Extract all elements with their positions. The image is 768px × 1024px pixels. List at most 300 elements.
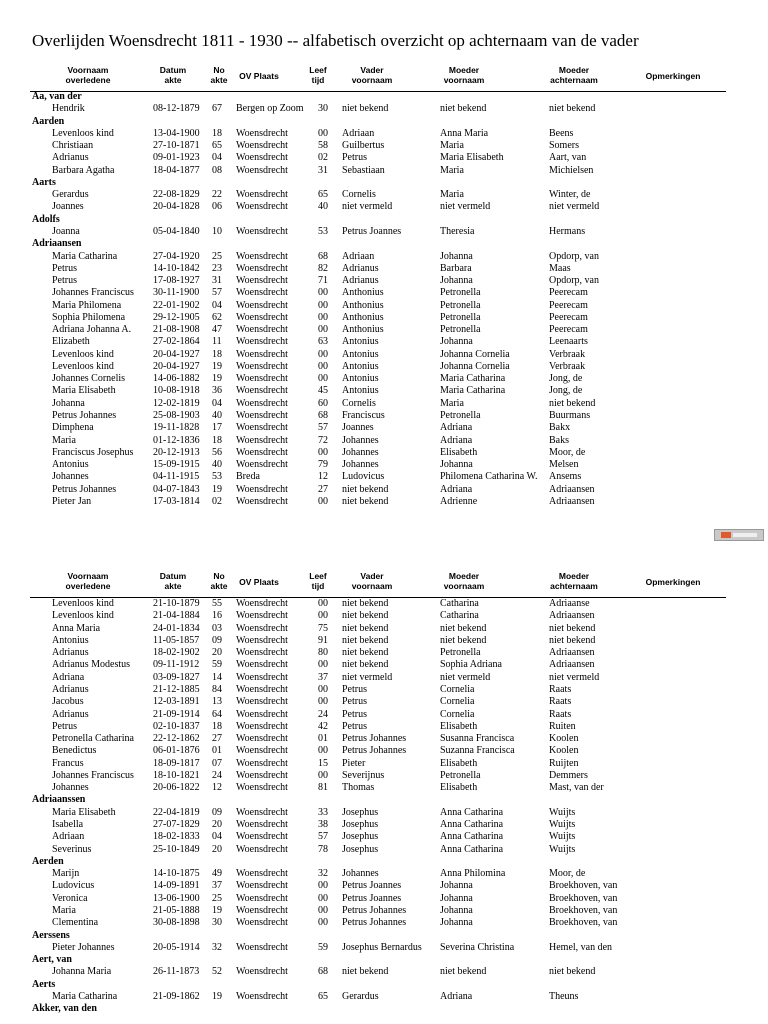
place-cell: Woensdrecht (236, 671, 288, 683)
table-row (0, 459, 768, 471)
date-cell: 25-10-1849 (153, 843, 200, 855)
age-cell: 00 (318, 880, 328, 892)
table-row (0, 410, 768, 422)
mother-firstname-cell: Johanna (440, 905, 473, 916)
family-heading: Aa, van der (32, 91, 82, 102)
akte-no-cell: 20 (212, 843, 222, 855)
place-cell: Woensdrecht (236, 720, 288, 732)
mother-firstname-cell: Cornelia (440, 683, 475, 695)
table-row (0, 782, 768, 794)
mother-lastname-cell: Wuijts (549, 806, 576, 818)
age-cell: 01 (318, 733, 328, 745)
table-row (0, 635, 768, 647)
place-cell: Woensdrecht (236, 868, 288, 880)
akte-no-cell: 53 (212, 471, 222, 483)
place-cell: Woensdrecht (236, 373, 288, 385)
mother-firstname-cell: Anna Catharina (440, 843, 504, 855)
date-cell: 05-04-1840 (153, 225, 200, 237)
age-cell: 68 (318, 250, 328, 262)
table-row (0, 696, 768, 708)
family-heading: Aarden (32, 115, 65, 127)
akte-no-cell: 19 (212, 360, 222, 372)
mother-firstname-cell: Philomena Catharina W. (440, 471, 538, 483)
col-moeder-achternaam: Moeder achternaam (550, 571, 598, 591)
name-cell: Petronella Catharina (52, 733, 134, 745)
age-cell: 59 (318, 941, 328, 953)
father-cell: niet bekend (342, 103, 389, 115)
father-cell: niet bekend (342, 610, 389, 622)
mother-firstname-cell: Anna Philomina (440, 868, 506, 880)
akte-no-cell: 14 (212, 671, 222, 683)
date-cell: 08-12-1879 (153, 103, 200, 115)
table-row (0, 684, 768, 696)
akte-no-cell: 40 (212, 410, 222, 422)
mother-lastname-cell: niet bekend (549, 103, 596, 115)
mother-firstname-cell: Suzanna Francisca (440, 745, 515, 757)
age-cell: 60 (318, 397, 328, 409)
age-cell: 00 (318, 598, 328, 609)
mother-firstname-cell: niet bekend (440, 634, 487, 646)
age-cell: 58 (318, 140, 328, 152)
date-cell: 20-04-1927 (153, 360, 200, 372)
akte-no-cell: 22 (212, 189, 222, 201)
date-cell: 27-07-1829 (153, 819, 200, 831)
mother-firstname-cell: Adriana (440, 990, 473, 1002)
age-cell: 00 (318, 696, 328, 708)
akte-no-cell: 11 (212, 336, 222, 348)
table-row (0, 336, 768, 348)
mother-lastname-cell: Michielsen (549, 164, 594, 176)
akte-no-cell: 57 (212, 287, 222, 299)
name-cell: Maria Catharina (52, 250, 118, 262)
father-cell: niet bekend (342, 634, 389, 646)
table-row (0, 275, 768, 287)
place-cell: Woensdrecht (236, 127, 288, 139)
age-cell: 57 (318, 422, 328, 434)
place-cell: Woensdrecht (236, 201, 288, 213)
date-cell: 20-12-1913 (153, 446, 200, 458)
father-cell: Johannes (342, 459, 379, 471)
akte-no-cell: 25 (212, 250, 222, 262)
father-cell: niet bekend (342, 659, 389, 671)
father-cell: Antonius (342, 360, 379, 372)
place-cell: Woensdrecht (236, 324, 288, 336)
mother-firstname-cell: Petronella (440, 410, 481, 422)
age-cell: 32 (318, 868, 328, 880)
name-cell: Pieter Johannes (52, 941, 115, 953)
name-cell: Veronica (52, 892, 88, 904)
mother-lastname-cell: Peerecam (549, 311, 588, 323)
mother-lastname-cell: Bakx (549, 422, 571, 434)
table-row (0, 966, 768, 978)
akte-no-cell: 20 (212, 647, 222, 659)
date-cell: 21-05-1888 (153, 905, 200, 916)
table-row (0, 128, 768, 140)
father-cell: Josephus (342, 806, 379, 818)
table-header-2 (30, 571, 726, 598)
akte-no-cell: 18 (212, 720, 222, 732)
mother-firstname-cell: Petronella (440, 311, 481, 323)
akte-no-cell: 13 (212, 696, 222, 708)
mother-firstname-cell: Adriana (440, 422, 473, 434)
place-cell: Woensdrecht (236, 434, 288, 446)
place-cell: Woensdrecht (236, 225, 288, 237)
mother-firstname-cell: Maria Catharina (440, 385, 506, 397)
mother-lastname-cell: Broekhoven, van (549, 880, 618, 892)
date-cell: 12-03-1891 (153, 696, 200, 708)
mother-lastname-cell: Broekhoven, van (549, 892, 618, 904)
age-cell: 00 (318, 348, 328, 360)
name-cell: Petrus Johannes (52, 483, 117, 495)
age-cell: 71 (318, 275, 328, 287)
age-cell: 00 (318, 745, 328, 757)
father-cell: Johannes (342, 434, 379, 446)
place-cell: Woensdrecht (236, 598, 288, 609)
father-cell: Antonius (342, 336, 379, 348)
akte-no-cell: 49 (212, 868, 222, 880)
name-cell: Johanna (52, 397, 85, 409)
father-cell: Antonius (342, 348, 379, 360)
father-cell: Antonius (342, 373, 379, 385)
akte-no-cell: 18 (212, 434, 222, 446)
table-row (0, 647, 768, 659)
mother-firstname-cell: Petronella (440, 299, 481, 311)
name-cell: Johannes (52, 782, 89, 794)
age-cell: 00 (318, 446, 328, 458)
father-cell: Cornelis (342, 189, 376, 201)
name-cell: Francus (52, 757, 84, 769)
father-cell: Thomas (342, 782, 375, 794)
mother-firstname-cell: Elisabeth (440, 782, 478, 794)
father-cell: Anthonius (342, 299, 384, 311)
date-cell: 22-04-1819 (153, 806, 200, 818)
table-row (0, 189, 768, 201)
table-row (0, 484, 768, 496)
mother-firstname-cell: Johanna (440, 336, 473, 348)
mother-firstname-cell: Maria (440, 140, 464, 152)
father-cell: niet vermeld (342, 201, 393, 213)
mother-firstname-cell: Maria Elisabeth (440, 152, 504, 164)
table-row (0, 610, 768, 622)
akte-no-cell: 18 (212, 348, 222, 360)
mother-firstname-cell: Johanna (440, 459, 473, 471)
name-cell: Levenloos kind (52, 360, 114, 372)
name-cell: Petrus Johannes (52, 410, 117, 422)
age-cell: 53 (318, 225, 328, 237)
mother-lastname-cell: Raats (549, 683, 572, 695)
date-cell: 11-05-1857 (153, 634, 200, 646)
father-cell: Johannes (342, 868, 379, 880)
mother-lastname-cell: Adriaansen (549, 647, 595, 659)
date-cell: 17-08-1927 (153, 275, 200, 287)
father-cell: Joannes (342, 422, 374, 434)
name-cell: Antonius (52, 634, 89, 646)
akte-no-cell: 07 (212, 757, 222, 769)
father-cell: niet bekend (342, 966, 389, 978)
place-cell: Woensdrecht (236, 410, 288, 422)
date-cell: 27-02-1864 (153, 336, 200, 348)
mother-firstname-cell: Cornelia (440, 708, 475, 720)
date-cell: 21-10-1879 (153, 598, 200, 609)
place-cell: Woensdrecht (236, 917, 288, 929)
date-cell: 18-09-1817 (153, 757, 200, 769)
name-cell: Elizabeth (52, 336, 90, 348)
mother-lastname-cell: Demmers (549, 769, 588, 781)
mother-firstname-cell: Elisabeth (440, 720, 478, 732)
mother-lastname-cell: Adriaansen (549, 495, 595, 507)
mother-lastname-cell: niet vermeld (549, 671, 600, 683)
mother-firstname-cell: Anna Catharina (440, 819, 504, 831)
age-cell: 68 (318, 410, 328, 422)
mother-firstname-cell: Anna Maria (440, 127, 489, 139)
father-cell: Anthonius (342, 311, 384, 323)
name-cell: Barbara Agatha (52, 164, 115, 176)
name-cell: Adrianus (52, 152, 89, 164)
mother-firstname-cell: Elisabeth (440, 757, 478, 769)
col-no: No akte (210, 571, 228, 591)
mother-lastname-cell: Moor, de (549, 868, 586, 880)
date-cell: 30-08-1898 (153, 917, 200, 929)
mother-firstname-cell: Severina Christina (440, 941, 515, 953)
father-cell: Severijnus (342, 769, 385, 781)
age-cell: 00 (318, 905, 328, 916)
place-cell: Woensdrecht (236, 757, 288, 769)
date-cell: 24-01-1834 (153, 622, 200, 634)
father-cell: Petrus (342, 152, 367, 164)
name-cell: Adrianus (52, 647, 89, 659)
place-cell: Breda (236, 471, 260, 483)
age-cell: 00 (318, 127, 328, 139)
table-row (0, 263, 768, 275)
indicator-icon (721, 532, 731, 538)
name-cell: Christiaan (52, 140, 94, 152)
age-cell: 82 (318, 262, 328, 274)
akte-no-cell: 04 (212, 299, 222, 311)
family-heading: Aerssens (32, 929, 70, 941)
father-cell: Petrus Johannes (342, 733, 407, 745)
father-cell: Petrus Joannes (342, 225, 402, 237)
col-moeder-voornaam: Moeder voornaam (443, 571, 485, 591)
name-cell: Anna Maria (52, 622, 101, 634)
father-cell: Adrianus (342, 262, 379, 274)
age-cell: 33 (318, 806, 328, 818)
place-cell: Woensdrecht (236, 140, 288, 152)
table-row (0, 312, 768, 324)
mother-firstname-cell: Petronella (440, 647, 481, 659)
date-cell: 29-12-1905 (153, 311, 200, 323)
father-cell: Ludovicus (342, 471, 385, 483)
mother-lastname-cell: Hemel, van den (549, 941, 613, 953)
place-cell: Woensdrecht (236, 880, 288, 892)
place-cell: Woensdrecht (236, 422, 288, 434)
mother-lastname-cell: Peerecam (549, 324, 588, 336)
place-cell: Woensdrecht (236, 696, 288, 708)
col-moeder-achternaam: Moeder achternaam (550, 65, 598, 85)
table-row (0, 733, 768, 745)
father-cell: Petrus (342, 683, 367, 695)
table-row (0, 831, 768, 843)
date-cell: 04-11-1915 (153, 471, 200, 483)
father-cell: Petrus Joannes (342, 880, 402, 892)
table-row (0, 745, 768, 757)
mother-firstname-cell: Johanna Cornelia (440, 360, 510, 372)
place-cell: Woensdrecht (236, 152, 288, 164)
mother-lastname-cell: Opdorp, van (549, 250, 599, 262)
place-cell: Woensdrecht (236, 360, 288, 372)
father-cell: Adriaan (342, 127, 375, 139)
date-cell: 19-11-1828 (153, 422, 200, 434)
mother-lastname-cell: Verbraak (549, 348, 586, 360)
table-row (0, 300, 768, 312)
mother-lastname-cell: Leenaarts (549, 336, 588, 348)
age-cell: 42 (318, 720, 328, 732)
mother-lastname-cell: Ruiten (549, 720, 576, 732)
age-cell: 57 (318, 831, 328, 843)
mother-firstname-cell: Catharina (440, 598, 479, 609)
col-vader: Vader voornaam (351, 571, 393, 591)
age-cell: 65 (318, 990, 328, 1002)
age-cell: 38 (318, 819, 328, 831)
age-cell: 00 (318, 299, 328, 311)
table-row (0, 349, 768, 361)
akte-no-cell: 37 (212, 880, 222, 892)
date-cell: 03-09-1827 (153, 671, 200, 683)
age-cell: 91 (318, 634, 328, 646)
age-cell: 00 (318, 287, 328, 299)
col-datum: Datum akte (159, 571, 187, 591)
date-cell: 22-01-1902 (153, 299, 200, 311)
place-cell: Woensdrecht (236, 990, 288, 1002)
father-cell: Petrus Johannes (342, 917, 407, 929)
name-cell: Johannes Franciscus (52, 769, 134, 781)
akte-no-cell: 02 (212, 495, 222, 507)
mother-firstname-cell: Petronella (440, 287, 481, 299)
father-cell: Petrus Joannes (342, 892, 402, 904)
father-cell: Josephus (342, 831, 379, 843)
mother-lastname-cell: Buurmans (549, 410, 591, 422)
table-row (0, 496, 768, 508)
mother-lastname-cell: Wuijts (549, 831, 576, 843)
name-cell: Adriaan (52, 831, 85, 843)
father-cell: Petrus (342, 696, 367, 708)
age-cell: 79 (318, 459, 328, 471)
date-cell: 20-05-1914 (153, 941, 200, 953)
place-cell: Woensdrecht (236, 336, 288, 348)
scroll-indicator[interactable] (714, 529, 764, 541)
mother-firstname-cell: Maria Catharina (440, 373, 506, 385)
name-cell: Gerardus (52, 189, 89, 201)
mother-firstname-cell: Barbara (440, 262, 472, 274)
father-cell: Adrianus (342, 275, 379, 287)
date-cell: 21-04-1884 (153, 610, 200, 622)
date-cell: 25-08-1903 (153, 410, 200, 422)
place-cell: Woensdrecht (236, 647, 288, 659)
date-cell: 09-01-1923 (153, 152, 200, 164)
akte-no-cell: 25 (212, 892, 222, 904)
date-cell: 20-06-1822 (153, 782, 200, 794)
age-cell: 00 (318, 373, 328, 385)
name-cell: Adriana Johanna A. (52, 324, 132, 336)
col-ov-plaats: OV Plaats (239, 577, 279, 587)
father-cell: Cornelis (342, 397, 376, 409)
place-cell: Woensdrecht (236, 262, 288, 274)
father-cell: Gerardus (342, 990, 379, 1002)
father-cell: niet bekend (342, 483, 389, 495)
family-heading: Aerden (32, 855, 64, 867)
akte-no-cell: 64 (212, 708, 222, 720)
mother-firstname-cell: niet bekend (440, 622, 487, 634)
date-cell: 14-09-1891 (153, 880, 200, 892)
age-cell: 00 (318, 495, 328, 507)
father-cell: Petrus (342, 720, 367, 732)
mother-lastname-cell: Adriaansen (549, 610, 595, 622)
age-cell: 80 (318, 647, 328, 659)
table-row (0, 165, 768, 177)
place-cell: Woensdrecht (236, 348, 288, 360)
father-cell: Anthonius (342, 287, 384, 299)
place-cell: Woensdrecht (236, 622, 288, 634)
name-cell: Maria Elisabeth (52, 806, 116, 818)
age-cell: 68 (318, 966, 328, 978)
name-cell: Pieter Jan (52, 495, 92, 507)
table-row (0, 770, 768, 782)
akte-no-cell: 19 (212, 990, 222, 1002)
mother-firstname-cell: Johanna (440, 275, 473, 287)
mother-firstname-cell: Johanna Cornelia (440, 348, 510, 360)
date-cell: 21-12-1885 (153, 683, 200, 695)
name-cell: Levenloos kind (52, 127, 114, 139)
father-cell: niet bekend (342, 598, 389, 609)
mother-lastname-cell: Verbraak (549, 360, 586, 372)
mother-firstname-cell: Johanna (440, 250, 473, 262)
date-cell: 27-04-1920 (153, 250, 200, 262)
father-cell: Antonius (342, 385, 379, 397)
table-row (0, 672, 768, 684)
age-cell: 02 (318, 152, 328, 164)
mother-lastname-cell: Koolen (549, 733, 579, 745)
date-cell: 21-08-1908 (153, 324, 200, 336)
date-cell: 18-04-1877 (153, 164, 200, 176)
akte-no-cell: 19 (212, 905, 222, 916)
mother-firstname-cell: Sophia Adriana (440, 659, 502, 671)
date-cell: 18-10-1821 (153, 769, 200, 781)
date-cell: 18-02-1902 (153, 647, 200, 659)
father-cell: Franciscus (342, 410, 385, 422)
table-row (0, 893, 768, 905)
age-cell: 45 (318, 385, 328, 397)
age-cell: 00 (318, 311, 328, 323)
table-row (0, 807, 768, 819)
mother-lastname-cell: Baks (549, 434, 569, 446)
mother-lastname-cell: Jong, de (549, 385, 583, 397)
place-cell: Woensdrecht (236, 397, 288, 409)
place-cell: Woensdrecht (236, 385, 288, 397)
table-row (0, 324, 768, 336)
father-cell: niet bekend (342, 622, 389, 634)
name-cell: Dimphena (52, 422, 94, 434)
akte-no-cell: 84 (212, 683, 222, 695)
name-cell: Isabella (52, 819, 84, 831)
mother-lastname-cell: Peerecam (549, 299, 588, 311)
father-cell: Petrus (342, 708, 367, 720)
date-cell: 21-09-1914 (153, 708, 200, 720)
akte-no-cell: 04 (212, 152, 222, 164)
mother-firstname-cell: niet vermeld (440, 671, 491, 683)
mother-lastname-cell: niet bekend (549, 622, 596, 634)
place-cell: Woensdrecht (236, 446, 288, 458)
mother-lastname-cell: Jong, de (549, 373, 583, 385)
akte-no-cell: 19 (212, 373, 222, 385)
